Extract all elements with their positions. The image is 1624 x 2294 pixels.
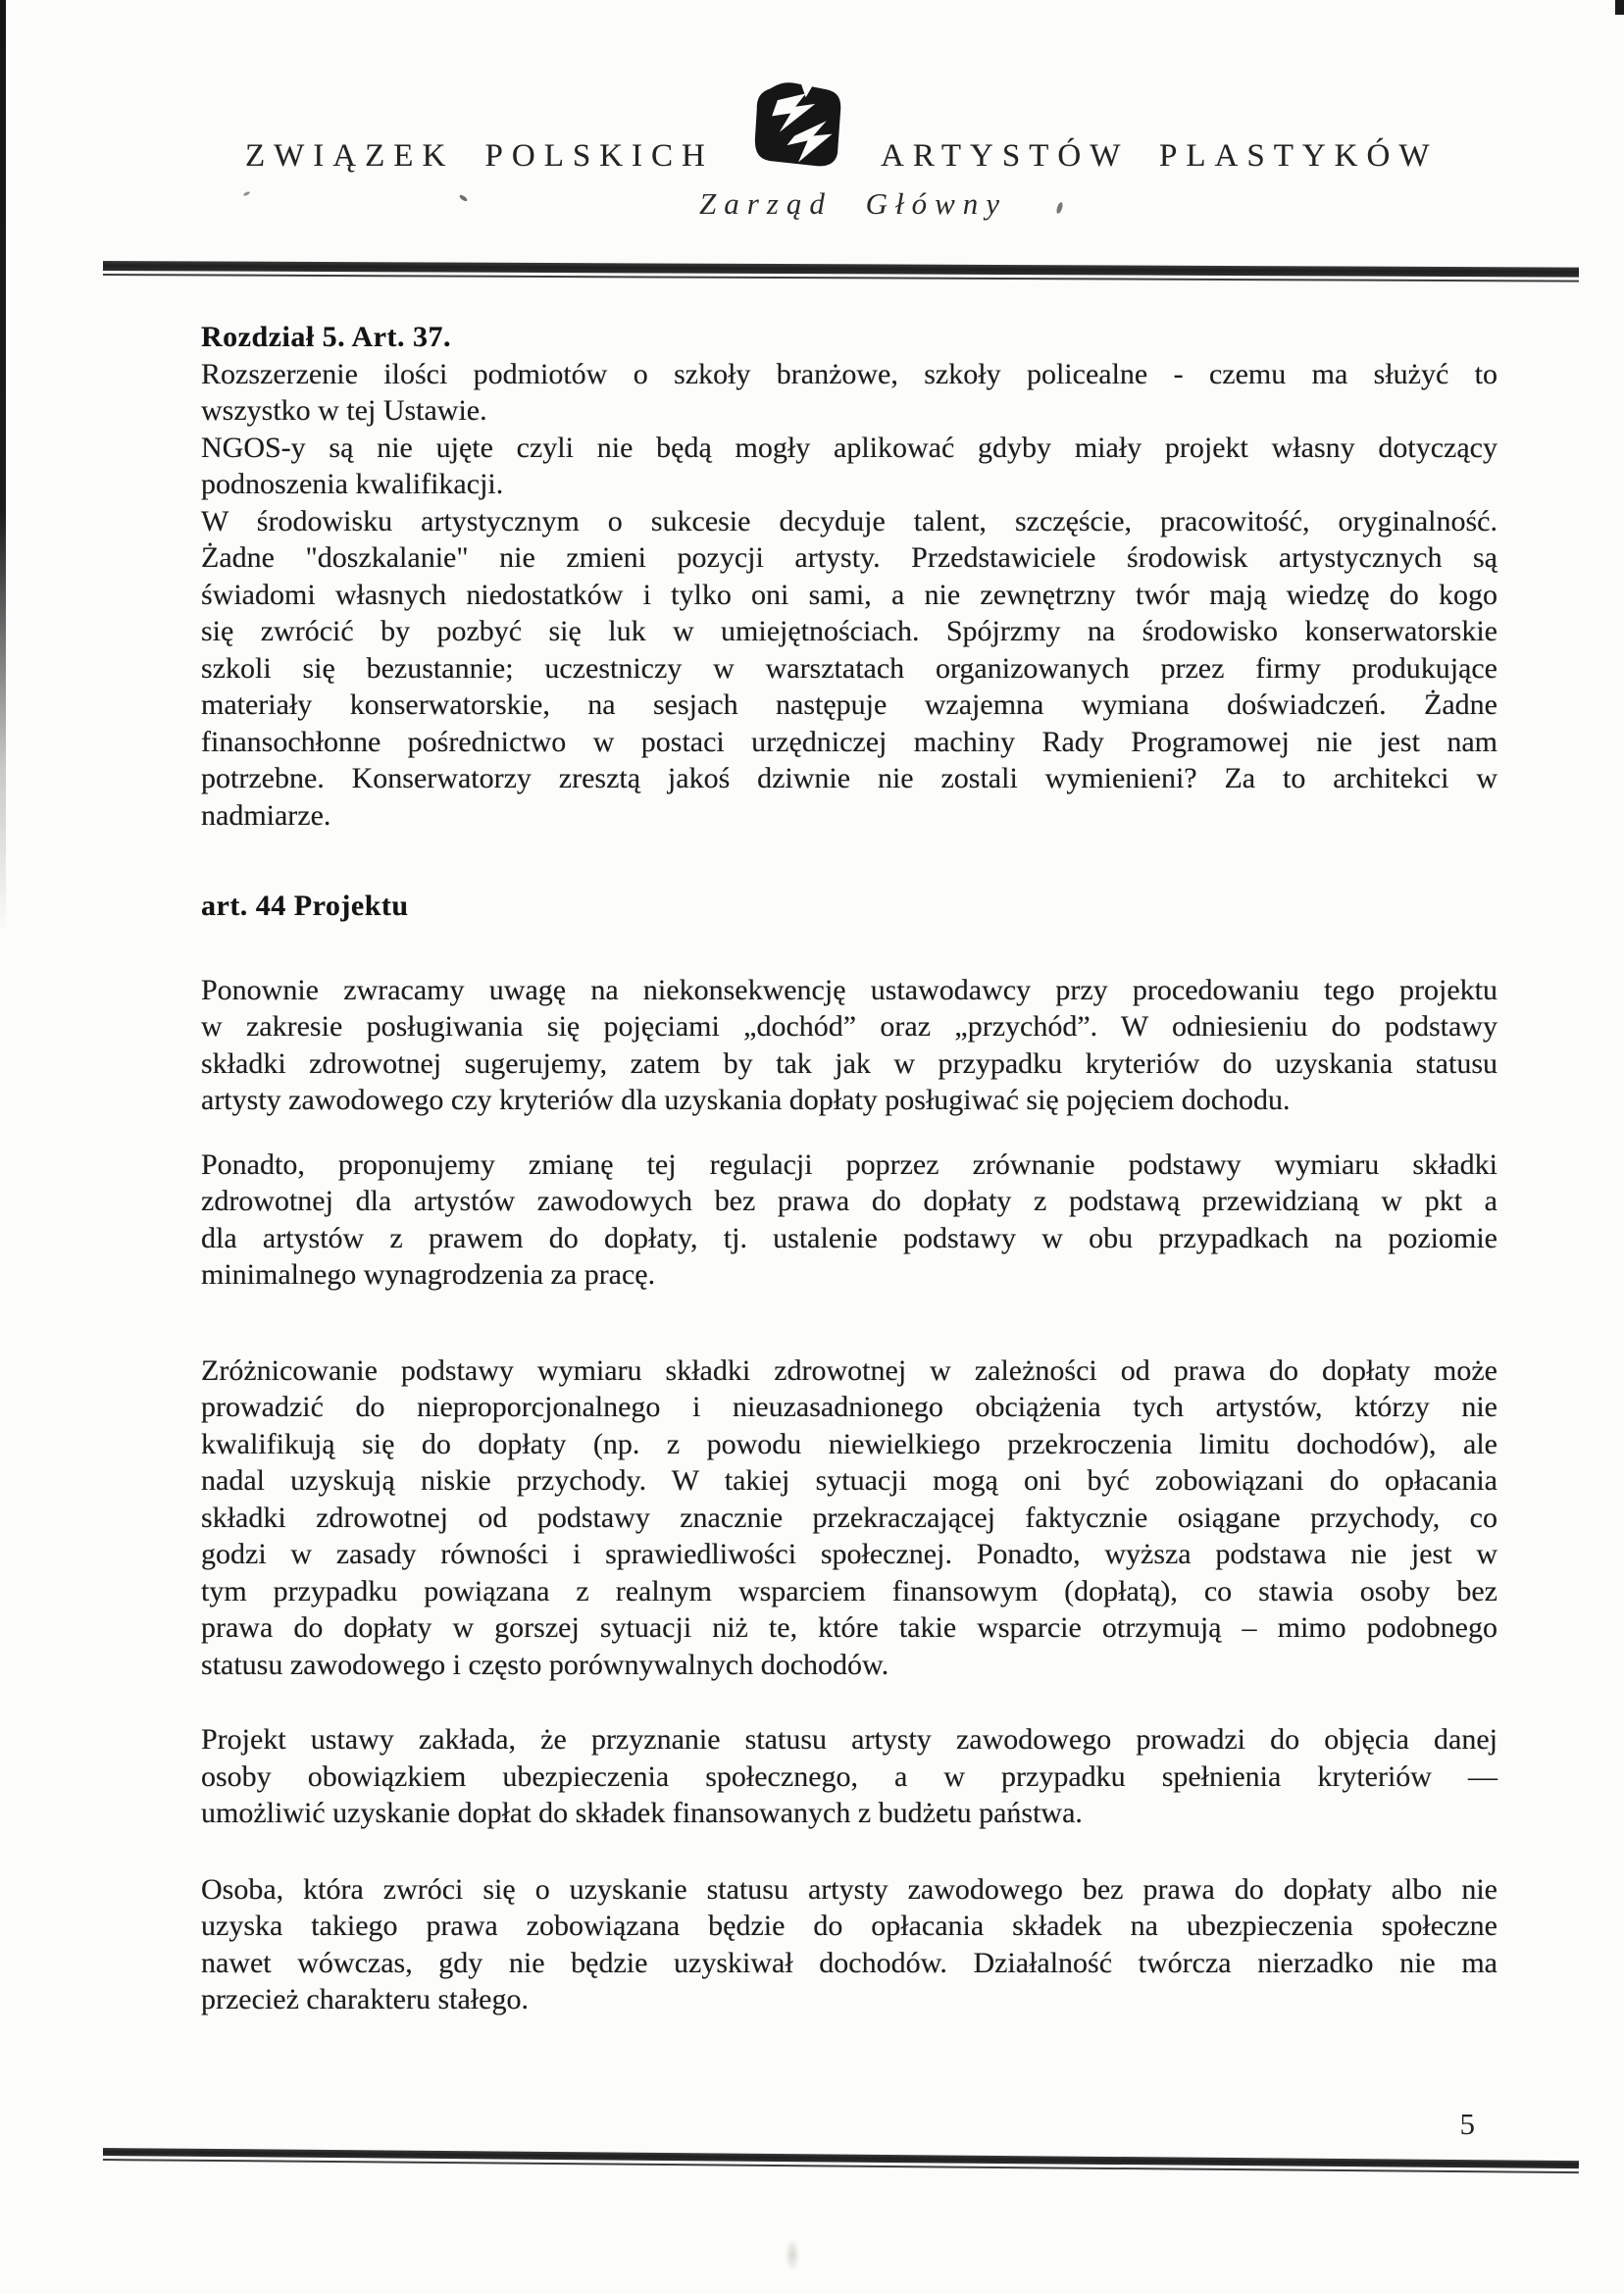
org-subtitle: Zarząd Główny (698, 186, 1008, 221)
text-line: składki zdrowotnej sugerujemy, zatem by tak jak w przypadku kryteriów do uzyskania statusu (201, 1046, 1497, 1080)
zpap-logo-icon (751, 80, 845, 171)
text-line: nadmiarze. (201, 798, 331, 832)
text-line: Zróżnicowanie podstawy wymiaru składki zdrowotnej w zależności od prawa do dopłaty może (201, 1353, 1497, 1387)
text-line: uzyska takiego prawa zobowiązana będzie do opłacania składek na ubezpieczenia społeczne (201, 1910, 1497, 1942)
scan-speck (243, 191, 251, 197)
text-line: potrzebne. Konserwatorzy zresztą jakoś dziwnie nie zostali wymienieni? Za to architekci w (201, 762, 1497, 794)
text-line: wszystko w tej Ustawie. (201, 394, 487, 427)
text-line: nadal uzyskują niskie przychody. W takiej sytuacji mogą oni być zobowiązani do opłacania (201, 1464, 1497, 1497)
text-line: W środowisku artystycznym o sukcesie decyduje talent, szczęście, pracowitość, oryginalność. (201, 504, 1497, 537)
text-line: Rozszerzenie ilości podmiotów o szkoły branżowe, szkoły policealne - czemu ma służyć to (201, 357, 1497, 390)
org-name-left: ZWIĄZEK POLSKICH (245, 138, 714, 174)
chapter-heading: Rozdział 5. Art. 37. (201, 321, 451, 353)
text-line: prawa do dopłaty w gorszej sytuacji niż te, które takie wsparcie otrzymują – mimo podobnego (201, 1611, 1497, 1644)
paragraph-srodowisko (201, 503, 1497, 835)
paragraph-ponadto (201, 1147, 1497, 1294)
text-line: się zwrócić by pozbyć się luk w umiejętnościach. Spójrzmy na środowisko konserwatorskie (201, 615, 1497, 647)
article-heading: art. 44 Projektu (201, 890, 409, 922)
scan-smudge (785, 2238, 800, 2271)
text-line: artysty zawodowego czy kryteriów dla uzyskania dopłaty posługiwać się pojęciem dochodu. (201, 1084, 1291, 1116)
text-line: nawet wówczas, gdy nie będzie uzyskiwał dochodów. Działalność twórcza nierzadko nie ma (201, 1946, 1497, 1979)
text-line: tym przypadku powiązana z realnym wsparciem finansowym (dopłatą), co stawia osoby bez (201, 1574, 1497, 1607)
paragraph-ngos (201, 430, 1497, 503)
text-line: szkoli się bezustannie; uczestniczy w warsztatach organizowanych przez firmy produkujące (201, 651, 1497, 685)
scan-edge-artifact (0, 0, 6, 932)
text-line: minimalnego wynagrodzenia za pracę. (201, 1258, 656, 1291)
text-line: godzi w zasady równości i sprawiedliwości społecznej. Ponadto, wyższa podstawa nie jest w (201, 1538, 1497, 1570)
scan-speck (459, 194, 469, 202)
footer-rule (103, 2148, 1579, 2168)
paragraph-osoba (201, 1871, 1497, 2018)
text-line: kwalifikują się do dopłaty (np. z powodu niewielkiego przekroczenia limitu dochodów), ale (201, 1427, 1497, 1460)
paragraph-zroznicowanie (201, 1352, 1497, 1684)
text-line: Ponownie zwracamy uwagę na niekonsekwencję ustawodawcy przy procedowaniu tego projektu (201, 973, 1497, 1006)
text-line: dla artystów z prawem do dopłaty, tj. ustalenie podstawy w obu przypadkach na poziomie (201, 1221, 1497, 1254)
text-line: materiały konserwatorskie, na sesjach następuje wzajemna wymiana doświadczeń. Żadne (201, 688, 1497, 721)
text-line: NGOS-y są nie ujęte czyli nie będą mogły aplikować gdyby miały projekt własny dotyczący (201, 431, 1497, 464)
text-line: składki zdrowotnej od podstawy znacznie przekraczającej faktycznie osiągane przychody, co (201, 1501, 1497, 1534)
paragraph-projekt-ustawy (201, 1721, 1497, 1832)
text-line: w zakresie posługiwania się pojęciami „dochód” oraz „przychód”. W odniesieniu do podstawy (201, 1010, 1497, 1043)
page-number: 5 (1459, 2107, 1475, 2141)
text-line: prowadzić do nieproporcjonalnego i nieuzasadnionego obciążenia tych artystów, którzy nie (201, 1391, 1497, 1423)
text-line: statusu zawodowego i często porównywalnych dochodów. (201, 1648, 889, 1681)
header-rule (103, 261, 1579, 278)
text-line: świadomi własnych niedostatków i tylko oni sami, a nie zewnętrzny twór mają wiedzę do kogo (201, 578, 1497, 611)
text-line: osoby obowiązkiem ubezpieczenia społecznego, a w przypadku spełnienia kryteriów — (201, 1759, 1497, 1793)
text-line: finansochłonne pośrednictwo w postaci urzędniczej machiny Rady Programowej nie jest nam (201, 725, 1497, 758)
text-line: Osoba, która zwróci się o uzyskanie statusu artysty zawodowego bez prawa do dopłaty albo nie (201, 1872, 1497, 1906)
text-line: Ponadto, proponujemy zmianę tej regulacji poprzez zrównanie podstawy wymiaru składki (201, 1147, 1497, 1181)
text-line: Żadne "doszkalanie" nie zmieni pozycji artysty. Przedstawiciele środowisk artystycznych są (201, 541, 1497, 574)
paragraph-ponownie (201, 972, 1497, 1119)
org-name-right: ARTYSTÓW PLASTYKÓW (881, 138, 1439, 174)
scan-corner-artifact (1615, 0, 1624, 15)
text-line: zdrowotnej dla artystów zawodowych bez prawa do dopłaty z podstawą przewidzianą w pkt a (201, 1185, 1497, 1217)
text-line: podnoszenia kwalifikacji. (201, 468, 504, 500)
document-body (201, 319, 1497, 2018)
paragraph-rozszerzenie (201, 356, 1497, 430)
text-line: przecież charakteru stałego. (201, 1983, 529, 2015)
text-line: umożliwić uzyskanie dopłat do składek finansowanych z budżetu państwa. (201, 1797, 1083, 1829)
text-line: Projekt ustawy zakłada, że przyznanie statusu artysty zawodowego prowadzi do objęcia danej (201, 1723, 1497, 1756)
